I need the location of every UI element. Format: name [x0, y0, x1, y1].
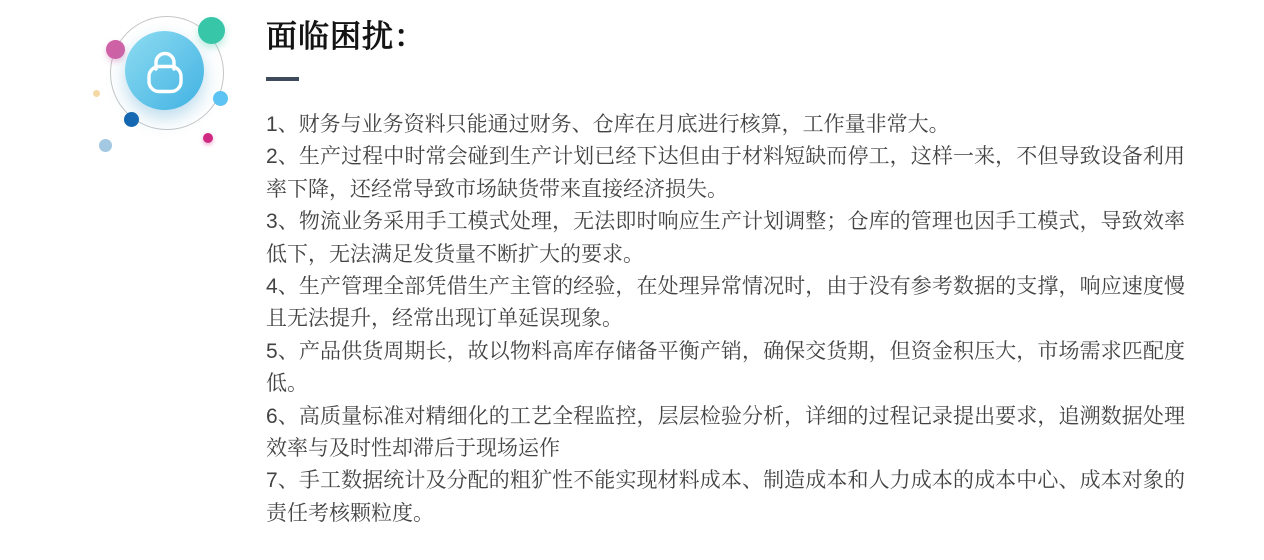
content-area — [266, 16, 1185, 530]
issue-item: 7、手工数据统计及分配的粗犷性不能实现材料成本、制造成本和人力成本的成本中心、成本对象的责任考核颗粒度。 — [266, 469, 1185, 525]
issue-item: 6、高质量标准对精细化的工艺全程监控，层层检验分析，详细的过程记录提出要求，追溯数据处理效率与及时性却滞后于现场运作 — [266, 404, 1185, 461]
issue-item: 1、财务与业务资料只能通过财务、仓库在月底进行核算，工作量非常大。 — [266, 113, 950, 136]
issue-item: 5、产品供货周期长，故以物料高库存储备平衡产销，确保交货期，但资金积压大，市场需求匹配度低。 — [266, 339, 1185, 396]
decor-dot-dark-blue — [124, 112, 139, 127]
issue-item: 2、生产过程中时常会碰到生产计划已经下达但由于材料短缺而停工，这样一来，不但导致设备利用率下降，还经常导致市场缺货带来直接经济损失。 — [266, 145, 1185, 201]
lock-badge-circle — [125, 31, 204, 110]
decor-dot-light-blue — [213, 91, 228, 106]
decor-dot-pink — [106, 40, 125, 59]
section-title: 面临困扰： — [266, 19, 426, 54]
lock-badge-graphic — [75, 0, 265, 170]
issue-list — [266, 109, 1185, 530]
title-underline — [266, 77, 299, 81]
decor-dot-pale-blue — [99, 139, 112, 152]
issue-item: 4、生产管理全部凭借生产主管的经验，在处理异常情况时，由于没有参考数据的支撑，响应速度慢且无法提升，经常出现订单延误现象。 — [266, 275, 1185, 331]
lock-icon — [141, 47, 189, 95]
issue-item: 3、物流业务采用手工模式处理，无法即时响应生产计划调整；仓库的管理也因手工模式，导致效率低下，无法满足发货量不断扩大的要求。 — [266, 210, 1185, 266]
decor-dot-pale-yellow — [93, 90, 100, 97]
decor-dot-teal — [198, 17, 225, 44]
decor-dot-magenta — [203, 133, 213, 143]
